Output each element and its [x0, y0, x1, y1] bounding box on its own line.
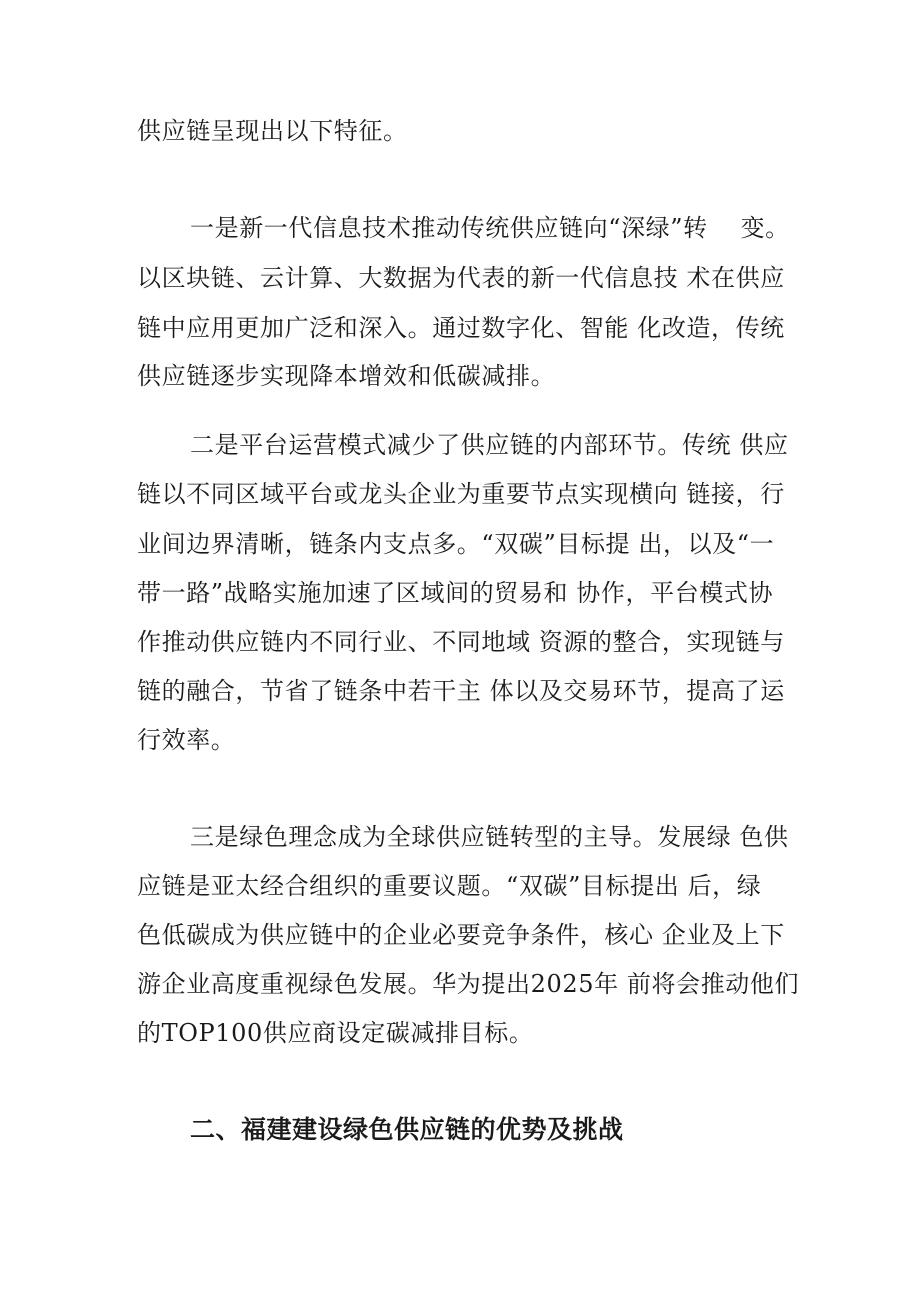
paragraph-1-line-4: 供应链逐步实现降本增效和低碳减排。: [137, 362, 556, 390]
paragraph-3-line-5: 的TOP100供应商设定碳减排目标。: [137, 1019, 534, 1047]
paragraph-2-line-5: 作推动供应链内不同行业、不同地域 资源的整合，实现链与: [137, 628, 785, 656]
paragraph-2-line-4: 带一路”战略实施加速了区域间的贸易和 协作，平台模式协: [137, 579, 774, 607]
paragraph-1-line-2: 以区块链、云计算、大数据为代表的新一代信息技 术在供应: [137, 264, 785, 292]
intro-line: 供应链呈现出以下特征。: [137, 117, 408, 145]
paragraph-2-line-1: 二是平台运营模式减少了供应链的内部环节。传统 供应: [190, 431, 789, 459]
paragraph-3-line-4: 游企业高度重视绿色发展。华为提出2025年 前将会推动他们: [137, 970, 800, 998]
paragraph-2-line-2: 链以不同区域平台或龙头企业为重要节点实现横向 链接，行: [137, 480, 785, 508]
paragraph-3-line-2: 应链是亚太经合组织的重要议题。“双碳”目标提出 后，绿: [137, 872, 762, 900]
paragraph-2-line-7: 行效率。: [137, 726, 236, 754]
section-heading: 二、福建建设绿色供应链的优势及挑战: [190, 1115, 624, 1144]
paragraph-1-line-1: 一是新一代信息技术推动传统供应链向“深绿”转 变。: [190, 214, 790, 242]
paragraph-2-line-6: 链的融合，节省了链条中若干主 体以及交易环节，提高了运: [137, 677, 785, 705]
paragraph-1-line-3: 链中应用更加广泛和深入。通过数字化、智能 化改造，传统: [137, 314, 785, 342]
paragraph-2-line-3: 业间边界清晰，链条内支点多。“双碳”目标提 出，以及“一: [137, 530, 775, 558]
paragraph-3-line-1: 三是绿色理念成为全球供应链转型的主导。发展绿 色供: [190, 823, 789, 851]
paragraph-3-line-3: 色低碳成为供应链中的企业必要竞争条件，核心 企业及上下: [137, 921, 785, 949]
